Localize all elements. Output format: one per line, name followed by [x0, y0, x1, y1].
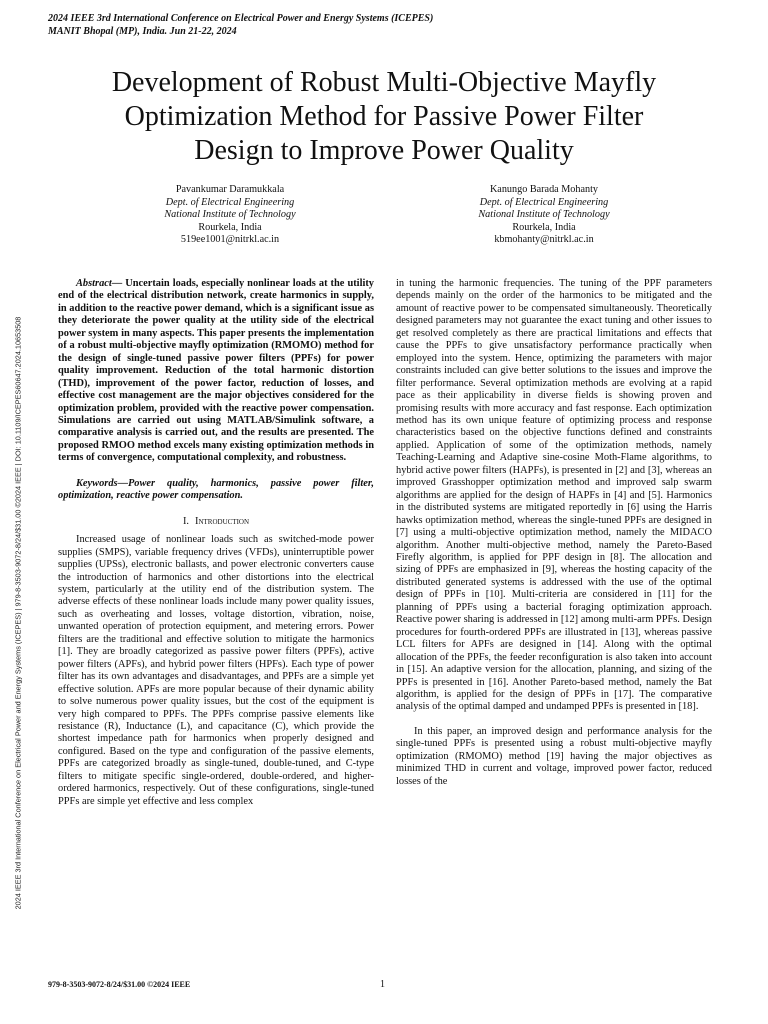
- title-line: Design to Improve Power Quality: [194, 135, 574, 166]
- page-number: 1: [380, 979, 385, 990]
- conference-location: MANIT Bhopal (MP), India. Jun 21-22, 2024: [48, 26, 237, 37]
- author-block-2: [429, 184, 659, 247]
- right-column: [396, 278, 712, 788]
- author-email: kbmohanty@nitrkl.ac.in: [494, 234, 594, 246]
- author-institute: National Institute of Technology: [478, 209, 610, 221]
- conference-name: 2024 IEEE 3rd International Conference on Electrical Power and Energy Systems (ICEPES): [48, 13, 434, 24]
- section-title: Introduction: [195, 515, 250, 527]
- author-block-1: [115, 184, 345, 247]
- author-dept: Dept. of Electrical Engineering: [479, 196, 609, 208]
- intro-paragraph: In this paper, an improved design and performance analysis for the single-tuned PPFs is presented using a robust multi-objective mayfly optimization (RMOMO) method [19] having the major objectives as minimized THD in current and voltage, improved power factor, reduced losses of the: [396, 725, 712, 787]
- intro-paragraph-continued: in tuning the harmonic frequencies. The tuning of the PPF parameters depends mainly on the order of the harmonics to be mitigated and the amount of reactive power to be compensated simultaneously. Theoretically designed parameters may not guarantee the exact tuning and other issues to get resolved completely as there are practical limitations and effects that cause the PPFs to give unsatisfactory performance practically when employed into the system. Hence, optimizing the parameters with major constraints included can give better solutions to the issues and improve the filter performance. Several optimization methods are evolving at a rapid pace as their applicability in diverse fields is showing proven and promising results with more accuracy and fast response. Each optimization method has its own unique feature of optimizing process and response characteristics based on the objective functions defined and constraints applied. Application of some of the optimization methods, namely Teaching-Learning and Adaptive sine-cosine Moth-Flame algorithms, to hybrid active power filters (HAPFs), is presented in [2] and [3], whereas an improved Grasshopper optimization method and improved salp swarm algorithms are applied for the design of HAPFs in [4] and [5]. Harmonics in the distributed systems are mitigated reportedly in [6] using the Harris hawks optimization method, whereas the single-tuned PPFs are designed in [7] using a multi-objective optimization method, namely the MIDACO algorithm. Another multi-objective method, namely the Pareto-Based Firefly algorithm, is applied for PPF design in [8]. The allocation and sizing of PPFs are emphasized in [9], whereas the hosting capacity of the distributed generated systems is addressed with the use of the optimal design of PPFs in [10]. Multi-criteria are considered in [11] for the planning of PPFs using a bacterial foraging optimization approach. Reactive power sharing is addressed in [12] among multi-arm PPFs. Design procedures for fourth-ordered PPFs are illustrated in [13], whereas passive LCL filters for APFs are designed in [14]. Along with the optimal allocation of the PPFs, the feeder reconfiguration is also taken into account in [15]. An adaptive version for the allocation, planning, and sizing of the PPFs is presented in [16]. Another Pareto-based method, namely the Bat algorithm, is applied for the design of PPFs in [17]. The comparative analysis of the optimal damped and undamped PPFs is presented in [18].: [396, 278, 712, 713]
- author-institute: National Institute of Technology: [164, 209, 296, 221]
- abstract: [58, 278, 374, 465]
- author-dept: Dept. of Electrical Engineering: [165, 196, 295, 208]
- title-line: Development of Robust Multi-Objective Mayfly: [111, 67, 657, 98]
- section-heading: [58, 516, 374, 528]
- keywords: Keywords—Power quality, harmonics, passive power filter, optimization, reactive power compensation.: [58, 477, 374, 502]
- author-city: Rourkela, India: [198, 221, 262, 233]
- intro-paragraph: Increased usage of nonlinear loads such as switched-mode power supplies (SMPS), variable frequency drives (VFDs), uninterruptible power supplies (UPSs), electronic ballasts, and power electronic converters cause the introduction of harmonics and other distortions into the electrical system, particularly at the utility end of the distribution system. The adverse effects of these nonlinear loads include many power quality issues, such as overheating and losses, voltage distortion, vibration, noise, unwanted operation of protection equipment, and metering errors. Power filters are the traditional and effective solution to mitigate the harmonics [1]. They are broadly categorized as passive power filters (PPFs), active power filters (APFs), and hybrid power filters (HPFs). Each type of power filter has its own advantages and disadvantages, and PPFs are a simple yet effective solution. APFs are more popular because of their dynamic ability to solve numerous power quality issues, but the cost of the equipment is very high compared to PPFs. The PPFs comprise passive elements like resistance (R), Inductance (L), and capacitance (C), which provide the shortest impedance path for harmonics when properly designed and configured. Based on the type and configuration of the passive elements, PPFs are categorized broadly as single-tuned, double-tuned, and C-type filters to mitigate specific single-ordered, double-ordered, and higher-ordered harmonics, respectively. Out of these configurations, single-tuned PPFs are simple yet effective and less complex: [58, 534, 374, 807]
- footer-isbn: 979-8-3503-9072-8/24/$31.00 ©2024 IEEE: [48, 980, 191, 989]
- doi-sidebar-text: 2024 IEEE 3rd International Conference on Electrical Power and Energy Systems (ICEPES) | 979-8-3503-9072-8/24/$31.00 ©2024 IEEE | DOI: 10.1109/ICEPES60647.2024.10653508: [13, 316, 23, 909]
- author-name: Pavankumar Daramukkala: [175, 184, 285, 195]
- title-line: Optimization Method for Passive Power Filter: [124, 101, 644, 132]
- abstract-lead: Abstract: [76, 278, 112, 289]
- paper-title: [40, 66, 728, 168]
- left-column: [58, 278, 374, 808]
- author-name: Kanungo Barada Mohanty: [489, 184, 599, 195]
- section-number: I.: [182, 515, 190, 527]
- author-email: 519ee1001@nitrkl.ac.in: [180, 234, 280, 246]
- doi-sidebar: [12, 240, 24, 985]
- author-city: Rourkela, India: [512, 221, 576, 233]
- conference-header: [48, 12, 433, 38]
- abstract-text: — Uncertain loads, especially nonlinear loads at the utility end of the electrical distribution network, create harmonics in supply, in addition to the reactive power demand, which is a significant issue as they deteriorate the power quality at the utility side of the electrical power system in many aspects. This paper presents the implementation of a robust multi-objective mayfly optimization (RMOMO) method for the design of single-tuned passive power filters (PPFs) for power quality improvement. Reduction of the total harmonic distortion (THD), improvement of the power factor, reduction of losses, and effective cost management are the major objectives considered for the optimization problem, provided with the reactive power compensation. Simulations are carried out using MATLAB/Simulink software, a comparative analysis is carried out, and the results are presented. The proposed RMOO method excels many existing optimization methods in terms of convergence, computational complexity, and robustness.: [58, 278, 374, 464]
